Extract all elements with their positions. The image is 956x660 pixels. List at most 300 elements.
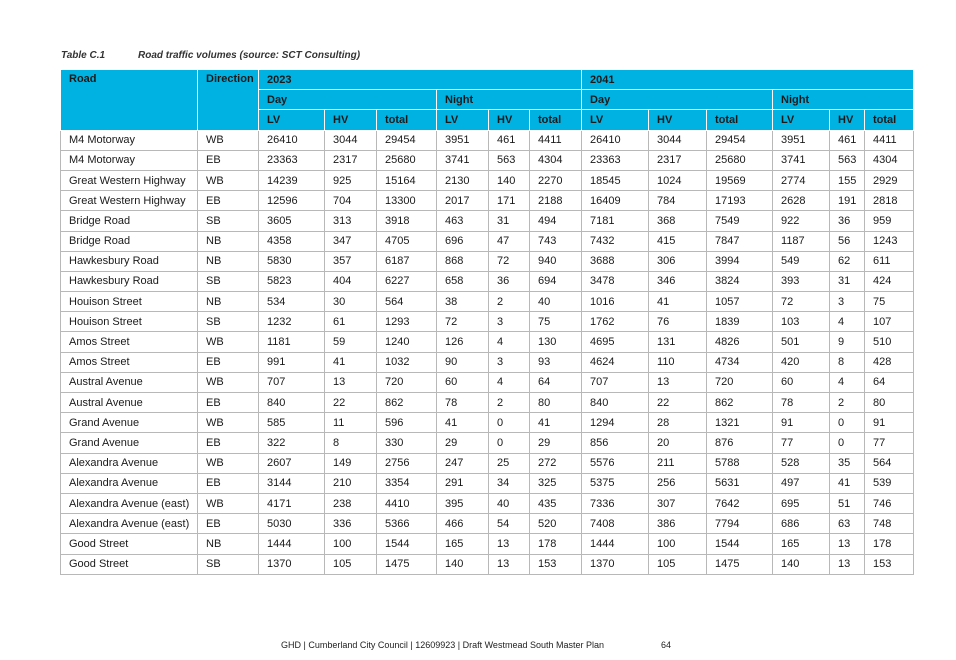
cell-2041-night-hv: 8 xyxy=(830,352,865,372)
table-row xyxy=(61,554,914,574)
table-row xyxy=(61,514,914,534)
cell-direction: EB xyxy=(198,514,259,534)
cell-2023-day-total: 2756 xyxy=(377,453,437,473)
cell-2023-day-lv: 5823 xyxy=(259,271,325,291)
cell-2023-night-lv: 658 xyxy=(437,271,489,291)
cell-2023-night-lv: 291 xyxy=(437,473,489,493)
cell-2041-day-hv: 100 xyxy=(649,534,707,554)
cell-direction: NB xyxy=(198,231,259,251)
cell-2041-night-total: 1243 xyxy=(865,231,914,251)
cell-2041-day-total: 29454 xyxy=(707,130,773,150)
cell-road: Great Western Highway xyxy=(61,191,198,211)
cell-2023-night-hv: 2 xyxy=(489,292,530,312)
cell-2023-day-lv: 534 xyxy=(259,292,325,312)
cell-2041-day-hv: 3044 xyxy=(649,130,707,150)
cell-2023-day-total: 1544 xyxy=(377,534,437,554)
cell-direction: EB xyxy=(198,191,259,211)
cell-2041-day-lv: 7432 xyxy=(582,231,649,251)
cell-2023-night-hv: 2 xyxy=(489,393,530,413)
cell-2023-day-hv: 404 xyxy=(325,271,377,291)
cell-2023-day-hv: 100 xyxy=(325,534,377,554)
cell-road: Houison Street xyxy=(61,312,198,332)
cell-2041-night-lv: 528 xyxy=(773,453,830,473)
cell-2023-night-hv: 40 xyxy=(489,493,530,513)
cell-2023-night-total: 153 xyxy=(530,554,582,574)
cell-2041-night-hv: 4 xyxy=(830,312,865,332)
cell-2041-night-total: 77 xyxy=(865,433,914,453)
cell-2041-night-hv: 35 xyxy=(830,453,865,473)
cell-2041-night-lv: 3741 xyxy=(773,150,830,170)
cell-2041-day-hv: 415 xyxy=(649,231,707,251)
cell-2041-night-lv: 695 xyxy=(773,493,830,513)
cell-2023-night-hv: 34 xyxy=(489,473,530,493)
cell-2041-day-total: 1475 xyxy=(707,554,773,574)
cell-2023-night-hv: 47 xyxy=(489,231,530,251)
cell-direction: EB xyxy=(198,352,259,372)
table-row xyxy=(61,534,914,554)
cell-2023-day-hv: 61 xyxy=(325,312,377,332)
cell-2023-day-hv: 925 xyxy=(325,170,377,190)
header-year-2023: 2023 xyxy=(259,70,582,90)
cell-2041-night-lv: 2628 xyxy=(773,191,830,211)
header-2041-night: Night xyxy=(773,90,914,110)
cell-2041-night-hv: 13 xyxy=(830,554,865,574)
cell-2023-night-total: 494 xyxy=(530,211,582,231)
cell-2041-day-lv: 18545 xyxy=(582,170,649,190)
cell-road: Alexandra Avenue (east) xyxy=(61,493,198,513)
cell-2041-day-lv: 856 xyxy=(582,433,649,453)
cell-direction: WB xyxy=(198,493,259,513)
table-row xyxy=(61,413,914,433)
cell-2041-day-lv: 7408 xyxy=(582,514,649,534)
cell-2023-night-lv: 3741 xyxy=(437,150,489,170)
cell-2023-night-total: 694 xyxy=(530,271,582,291)
cell-2041-day-hv: 28 xyxy=(649,413,707,433)
cell-2041-day-total: 862 xyxy=(707,393,773,413)
cell-2041-day-lv: 1294 xyxy=(582,413,649,433)
table-row xyxy=(61,170,914,190)
cell-direction: WB xyxy=(198,332,259,352)
cell-2041-night-hv: 9 xyxy=(830,332,865,352)
cell-2041-day-lv: 1444 xyxy=(582,534,649,554)
cell-2041-night-lv: 497 xyxy=(773,473,830,493)
cell-2041-night-lv: 91 xyxy=(773,413,830,433)
cell-2041-day-hv: 256 xyxy=(649,473,707,493)
cell-2041-night-total: 4304 xyxy=(865,150,914,170)
cell-2041-night-hv: 563 xyxy=(830,150,865,170)
cell-2041-night-hv: 13 xyxy=(830,534,865,554)
cell-2041-night-hv: 56 xyxy=(830,231,865,251)
traffic-volume-table xyxy=(60,69,914,575)
table-row xyxy=(61,453,914,473)
cell-2023-day-lv: 322 xyxy=(259,433,325,453)
cell-2023-day-hv: 347 xyxy=(325,231,377,251)
cell-road: Great Western Highway xyxy=(61,170,198,190)
cell-direction: WB xyxy=(198,130,259,150)
cell-2023-night-hv: 4 xyxy=(489,332,530,352)
cell-2041-night-total: 107 xyxy=(865,312,914,332)
cell-2041-night-total: 178 xyxy=(865,534,914,554)
cell-2023-day-total: 1475 xyxy=(377,554,437,574)
cell-2023-night-hv: 13 xyxy=(489,534,530,554)
cell-2041-day-lv: 16409 xyxy=(582,191,649,211)
cell-2023-day-lv: 840 xyxy=(259,393,325,413)
cell-2023-night-lv: 29 xyxy=(437,433,489,453)
cell-2023-night-total: 178 xyxy=(530,534,582,554)
cell-2041-day-total: 1839 xyxy=(707,312,773,332)
header-2023-day: Day xyxy=(259,90,437,110)
cell-direction: EB xyxy=(198,150,259,170)
cell-2023-day-total: 5366 xyxy=(377,514,437,534)
cell-2041-night-hv: 0 xyxy=(830,413,865,433)
cell-2023-night-total: 130 xyxy=(530,332,582,352)
cell-2023-night-total: 272 xyxy=(530,453,582,473)
table-row xyxy=(61,493,914,513)
cell-2023-day-lv: 585 xyxy=(259,413,325,433)
cell-direction: SB xyxy=(198,312,259,332)
cell-2041-day-hv: 105 xyxy=(649,554,707,574)
table-header xyxy=(61,70,914,131)
cell-2023-day-hv: 2317 xyxy=(325,150,377,170)
table-row xyxy=(61,393,914,413)
cell-2041-night-total: 91 xyxy=(865,413,914,433)
cell-2041-day-lv: 1762 xyxy=(582,312,649,332)
cell-road: M4 Motorway xyxy=(61,150,198,170)
cell-2041-day-hv: 20 xyxy=(649,433,707,453)
cell-2023-day-total: 4410 xyxy=(377,493,437,513)
cell-road: Amos Street xyxy=(61,352,198,372)
cell-2041-day-hv: 76 xyxy=(649,312,707,332)
cell-2023-night-lv: 41 xyxy=(437,413,489,433)
cell-2041-night-lv: 922 xyxy=(773,211,830,231)
cell-2023-day-total: 25680 xyxy=(377,150,437,170)
cell-2023-night-lv: 2017 xyxy=(437,191,489,211)
table-row xyxy=(61,271,914,291)
cell-2023-day-hv: 313 xyxy=(325,211,377,231)
cell-2041-day-total: 876 xyxy=(707,433,773,453)
cell-2023-day-hv: 149 xyxy=(325,453,377,473)
cell-2041-day-hv: 1024 xyxy=(649,170,707,190)
cell-2023-night-total: 93 xyxy=(530,352,582,372)
header-2041-day: Day xyxy=(582,90,773,110)
cell-2023-night-lv: 165 xyxy=(437,534,489,554)
cell-direction: SB xyxy=(198,554,259,574)
cell-2023-day-hv: 8 xyxy=(325,433,377,453)
cell-direction: NB xyxy=(198,534,259,554)
cell-2041-day-total: 7642 xyxy=(707,493,773,513)
cell-2041-day-lv: 1370 xyxy=(582,554,649,574)
cell-2041-night-total: 153 xyxy=(865,554,914,574)
cell-2041-day-total: 7847 xyxy=(707,231,773,251)
cell-direction: WB xyxy=(198,413,259,433)
cell-2023-day-total: 720 xyxy=(377,372,437,392)
cell-2041-night-lv: 103 xyxy=(773,312,830,332)
cell-2023-day-total: 29454 xyxy=(377,130,437,150)
cell-2023-day-lv: 2607 xyxy=(259,453,325,473)
cell-2023-night-lv: 72 xyxy=(437,312,489,332)
cell-2041-night-hv: 4 xyxy=(830,372,865,392)
cell-2023-day-total: 1240 xyxy=(377,332,437,352)
cell-2041-day-total: 7794 xyxy=(707,514,773,534)
cell-2041-night-total: 2818 xyxy=(865,191,914,211)
table-number: Table C.1 xyxy=(61,50,106,61)
cell-2041-day-hv: 2317 xyxy=(649,150,707,170)
cell-2023-night-lv: 696 xyxy=(437,231,489,251)
cell-2041-night-total: 564 xyxy=(865,453,914,473)
cell-2041-night-total: 611 xyxy=(865,251,914,271)
header-2023-day-hv: HV xyxy=(325,110,377,130)
header-2041-night-lv: LV xyxy=(773,110,830,130)
header-direction: Direction xyxy=(198,70,259,131)
cell-2041-day-lv: 3688 xyxy=(582,251,649,271)
cell-2023-day-lv: 1232 xyxy=(259,312,325,332)
cell-2023-night-total: 743 xyxy=(530,231,582,251)
cell-2023-night-lv: 466 xyxy=(437,514,489,534)
cell-2041-day-lv: 23363 xyxy=(582,150,649,170)
header-2023-night: Night xyxy=(437,90,582,110)
cell-2023-night-total: 41 xyxy=(530,413,582,433)
cell-2023-night-lv: 247 xyxy=(437,453,489,473)
cell-2041-day-total: 4734 xyxy=(707,352,773,372)
cell-2023-day-hv: 238 xyxy=(325,493,377,513)
table-row xyxy=(61,433,914,453)
cell-2041-night-total: 64 xyxy=(865,372,914,392)
cell-2023-day-total: 13300 xyxy=(377,191,437,211)
cell-2023-day-lv: 14239 xyxy=(259,170,325,190)
cell-2041-day-total: 1544 xyxy=(707,534,773,554)
cell-road: M4 Motorway xyxy=(61,130,198,150)
table-row xyxy=(61,211,914,231)
cell-2023-day-hv: 3044 xyxy=(325,130,377,150)
cell-2041-day-hv: 307 xyxy=(649,493,707,513)
cell-2041-day-total: 25680 xyxy=(707,150,773,170)
table-row xyxy=(61,332,914,352)
cell-2041-day-lv: 4624 xyxy=(582,352,649,372)
cell-2023-day-total: 3918 xyxy=(377,211,437,231)
cell-2041-day-total: 1321 xyxy=(707,413,773,433)
table-row xyxy=(61,312,914,332)
cell-2023-night-total: 80 xyxy=(530,393,582,413)
header-road: Road xyxy=(61,70,198,131)
cell-2023-night-total: 435 xyxy=(530,493,582,513)
cell-direction: WB xyxy=(198,453,259,473)
footer-text: GHD | Cumberland City Council | 12609923 | Draft Westmead South Master Plan xyxy=(281,640,604,650)
header-2041-day-hv: HV xyxy=(649,110,707,130)
cell-road: Alexandra Avenue (east) xyxy=(61,514,198,534)
cell-2023-day-lv: 5830 xyxy=(259,251,325,271)
cell-2041-night-hv: 41 xyxy=(830,473,865,493)
cell-2023-day-lv: 1181 xyxy=(259,332,325,352)
cell-2041-day-total: 3824 xyxy=(707,271,773,291)
cell-2023-day-hv: 59 xyxy=(325,332,377,352)
cell-2023-day-lv: 1444 xyxy=(259,534,325,554)
cell-2023-night-hv: 31 xyxy=(489,211,530,231)
cell-2023-night-lv: 126 xyxy=(437,332,489,352)
cell-2041-night-total: 959 xyxy=(865,211,914,231)
cell-direction: EB xyxy=(198,393,259,413)
cell-2041-night-hv: 0 xyxy=(830,433,865,453)
cell-2023-night-hv: 461 xyxy=(489,130,530,150)
cell-2023-night-total: 75 xyxy=(530,312,582,332)
cell-2041-night-lv: 3951 xyxy=(773,130,830,150)
cell-2023-night-hv: 0 xyxy=(489,413,530,433)
cell-2023-night-hv: 0 xyxy=(489,433,530,453)
cell-2023-day-hv: 41 xyxy=(325,352,377,372)
cell-2023-day-total: 6227 xyxy=(377,271,437,291)
cell-2023-night-total: 4304 xyxy=(530,150,582,170)
header-year-2041: 2041 xyxy=(582,70,914,90)
cell-2023-night-total: 2270 xyxy=(530,170,582,190)
cell-2041-night-hv: 2 xyxy=(830,393,865,413)
cell-2041-night-lv: 77 xyxy=(773,433,830,453)
cell-2023-night-total: 325 xyxy=(530,473,582,493)
cell-2041-day-total: 19569 xyxy=(707,170,773,190)
cell-direction: WB xyxy=(198,170,259,190)
cell-2041-night-hv: 63 xyxy=(830,514,865,534)
cell-2023-night-lv: 38 xyxy=(437,292,489,312)
cell-2041-day-hv: 211 xyxy=(649,453,707,473)
cell-2041-day-hv: 110 xyxy=(649,352,707,372)
cell-2023-night-total: 2188 xyxy=(530,191,582,211)
cell-2041-day-hv: 368 xyxy=(649,211,707,231)
table-row xyxy=(61,130,914,150)
cell-2041-day-lv: 5375 xyxy=(582,473,649,493)
cell-2041-night-hv: 155 xyxy=(830,170,865,190)
header-2023-night-total: total xyxy=(530,110,582,130)
cell-2041-night-total: 80 xyxy=(865,393,914,413)
cell-2023-night-lv: 140 xyxy=(437,554,489,574)
cell-2041-night-lv: 1187 xyxy=(773,231,830,251)
cell-road: Alexandra Avenue xyxy=(61,473,198,493)
cell-2023-day-total: 596 xyxy=(377,413,437,433)
cell-2023-day-lv: 4358 xyxy=(259,231,325,251)
cell-2041-night-total: 746 xyxy=(865,493,914,513)
header-2041-night-total: total xyxy=(865,110,914,130)
cell-2023-day-total: 6187 xyxy=(377,251,437,271)
cell-2023-day-lv: 3144 xyxy=(259,473,325,493)
cell-direction: WB xyxy=(198,372,259,392)
cell-2023-night-total: 29 xyxy=(530,433,582,453)
cell-direction: NB xyxy=(198,251,259,271)
cell-2023-night-lv: 78 xyxy=(437,393,489,413)
cell-2041-night-hv: 51 xyxy=(830,493,865,513)
cell-2041-day-total: 4826 xyxy=(707,332,773,352)
cell-2023-day-hv: 13 xyxy=(325,372,377,392)
header-2041-day-lv: LV xyxy=(582,110,649,130)
cell-2041-day-total: 7549 xyxy=(707,211,773,231)
cell-2041-day-hv: 386 xyxy=(649,514,707,534)
cell-2023-night-hv: 3 xyxy=(489,352,530,372)
cell-2041-night-hv: 191 xyxy=(830,191,865,211)
cell-2023-day-lv: 4171 xyxy=(259,493,325,513)
cell-road: Alexandra Avenue xyxy=(61,453,198,473)
cell-direction: SB xyxy=(198,211,259,231)
table-row xyxy=(61,251,914,271)
cell-2041-night-lv: 165 xyxy=(773,534,830,554)
cell-2023-day-total: 862 xyxy=(377,393,437,413)
cell-road: Houison Street xyxy=(61,292,198,312)
cell-2041-day-total: 17193 xyxy=(707,191,773,211)
cell-2041-day-lv: 4695 xyxy=(582,332,649,352)
cell-2023-night-hv: 36 xyxy=(489,271,530,291)
cell-2041-day-lv: 26410 xyxy=(582,130,649,150)
table-row xyxy=(61,231,914,251)
cell-2023-night-total: 940 xyxy=(530,251,582,271)
cell-2041-day-lv: 3478 xyxy=(582,271,649,291)
cell-2041-day-hv: 13 xyxy=(649,372,707,392)
cell-2023-night-lv: 90 xyxy=(437,352,489,372)
cell-road: Good Street xyxy=(61,554,198,574)
cell-2041-day-total: 3994 xyxy=(707,251,773,271)
table-row xyxy=(61,473,914,493)
cell-2023-day-lv: 12596 xyxy=(259,191,325,211)
cell-2041-day-hv: 22 xyxy=(649,393,707,413)
cell-road: Hawkesbury Road xyxy=(61,251,198,271)
cell-2041-day-hv: 306 xyxy=(649,251,707,271)
cell-2023-day-lv: 991 xyxy=(259,352,325,372)
cell-2023-day-hv: 357 xyxy=(325,251,377,271)
cell-2023-day-hv: 105 xyxy=(325,554,377,574)
cell-2023-night-hv: 171 xyxy=(489,191,530,211)
cell-2023-night-hv: 54 xyxy=(489,514,530,534)
cell-2041-night-hv: 461 xyxy=(830,130,865,150)
cell-2041-day-hv: 784 xyxy=(649,191,707,211)
table-row xyxy=(61,292,914,312)
cell-road: Good Street xyxy=(61,534,198,554)
cell-road: Hawkesbury Road xyxy=(61,271,198,291)
cell-2041-night-total: 539 xyxy=(865,473,914,493)
cell-2041-day-hv: 41 xyxy=(649,292,707,312)
cell-direction: NB xyxy=(198,292,259,312)
cell-2041-night-lv: 72 xyxy=(773,292,830,312)
cell-2041-day-lv: 840 xyxy=(582,393,649,413)
cell-2023-night-lv: 60 xyxy=(437,372,489,392)
cell-2041-day-total: 1057 xyxy=(707,292,773,312)
header-2041-night-hv: HV xyxy=(830,110,865,130)
cell-2023-day-total: 1032 xyxy=(377,352,437,372)
cell-2041-night-lv: 140 xyxy=(773,554,830,574)
cell-2041-night-total: 428 xyxy=(865,352,914,372)
cell-road: Grand Avenue xyxy=(61,433,198,453)
cell-2041-night-total: 4411 xyxy=(865,130,914,150)
cell-2023-night-hv: 563 xyxy=(489,150,530,170)
cell-2023-night-hv: 140 xyxy=(489,170,530,190)
cell-2023-night-total: 40 xyxy=(530,292,582,312)
header-2023-day-total: total xyxy=(377,110,437,130)
cell-2023-day-lv: 707 xyxy=(259,372,325,392)
table-row xyxy=(61,352,914,372)
cell-direction: EB xyxy=(198,433,259,453)
cell-road: Bridge Road xyxy=(61,211,198,231)
page-number: 64 xyxy=(661,640,672,650)
cell-2023-night-total: 64 xyxy=(530,372,582,392)
cell-2041-day-hv: 346 xyxy=(649,271,707,291)
table-caption xyxy=(61,50,360,61)
cell-2041-night-hv: 31 xyxy=(830,271,865,291)
cell-2023-day-lv: 26410 xyxy=(259,130,325,150)
cell-2023-day-hv: 210 xyxy=(325,473,377,493)
cell-2041-night-hv: 3 xyxy=(830,292,865,312)
cell-2023-night-hv: 25 xyxy=(489,453,530,473)
cell-2023-day-hv: 336 xyxy=(325,514,377,534)
table-body xyxy=(61,130,914,574)
cell-road: Amos Street xyxy=(61,332,198,352)
header-2023-night-hv: HV xyxy=(489,110,530,130)
cell-2023-day-total: 3354 xyxy=(377,473,437,493)
cell-2041-day-hv: 131 xyxy=(649,332,707,352)
cell-2023-day-hv: 22 xyxy=(325,393,377,413)
cell-2023-day-lv: 5030 xyxy=(259,514,325,534)
